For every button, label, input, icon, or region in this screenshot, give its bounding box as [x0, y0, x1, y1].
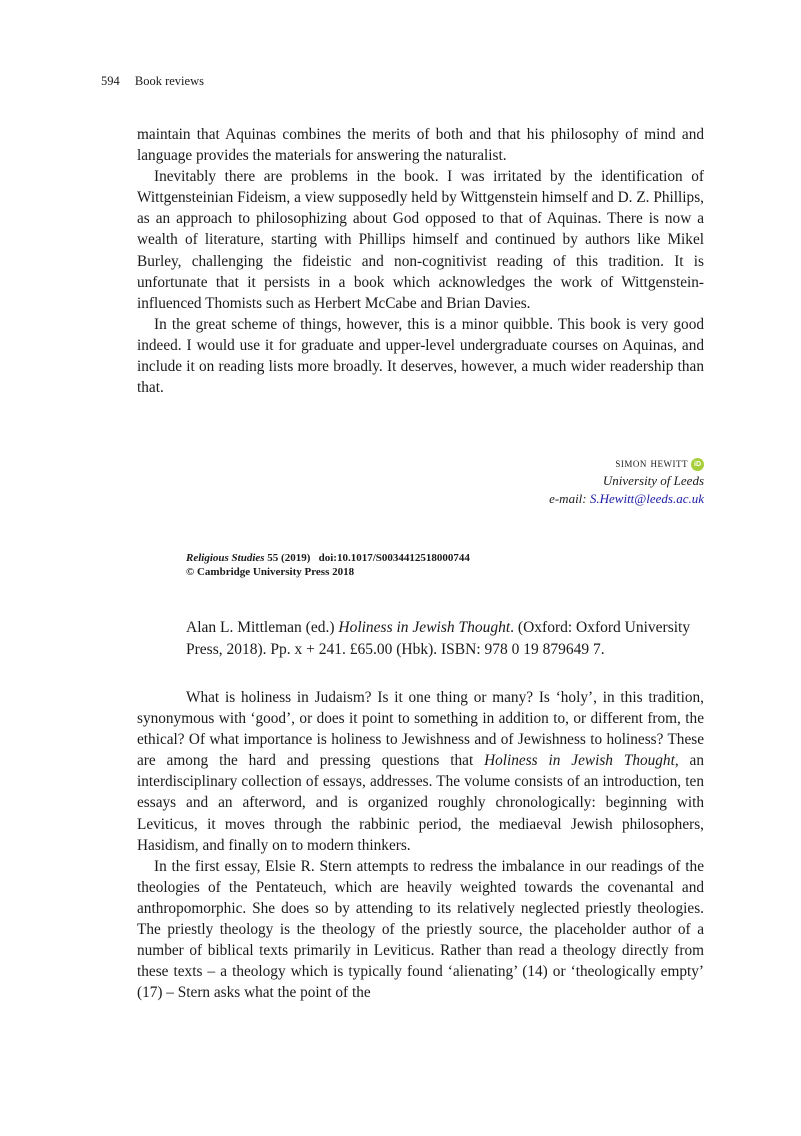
copyright: © Cambridge University Press 2018 — [186, 566, 355, 578]
orcid-icon[interactable]: iD — [691, 458, 704, 471]
section-title: Book reviews — [134, 74, 204, 88]
reviewer-affiliation: University of Leeds — [602, 473, 704, 488]
paragraph: maintain that Aquinas combines the merits of both and that his philosophy of mind and language provides the materials for answering the naturalist. — [137, 126, 704, 165]
book-title: Holiness in Jewish Thought — [338, 619, 511, 636]
doi[interactable]: doi:10.1017/S0034412518000744 — [318, 552, 470, 564]
book-title-inline: Holiness in Jewish Thought — [484, 752, 675, 770]
book-editor: Alan L. Mittleman (ed.) — [186, 619, 335, 636]
book-reference — [186, 617, 706, 660]
paragraph — [137, 687, 704, 856]
paragraph: In the first essay, Elsie R. Stern attempts to redress the imbalance in our readings of the theologies of the Pentateuch, which are heavily weighted towards the covenantal and anthropomorphic. She does so by attending to its relatively neglected priestly theologies. The priestly theology is the theology of the priestly source, the placeholder author of a number of biblical texts primarily in Leviticus. Rather than read a theology directly from these texts – a theology which is typically found ‘alienating’ (14) or ‘theologically empty’ (17) – Stern asks what the point of the — [137, 857, 704, 1002]
paragraph-text: What is holiness in Judaism? Is it one thing or many? Is ‘holy’, in this tradition, synonymous with ‘good’, or does it point to something in addition to, or different from, the ethical? Of what importance is holiness to Jewishness and of Jewishness to holiness? These are among the hard and pressing questions that — [137, 689, 704, 770]
citation-block — [186, 551, 470, 579]
journal-name: Religious Studies — [186, 552, 265, 564]
review-body-2 — [137, 687, 704, 1003]
reviewer-signature — [549, 454, 704, 508]
email-link[interactable]: S.Hewitt@leeds.ac.uk — [589, 491, 704, 506]
journal-year: (2019) — [281, 552, 311, 564]
journal-volume: 55 — [267, 552, 279, 564]
paragraph: In the great scheme of things, however, this is a minor quibble. This book is very good indeed. I would use it for graduate and upper-level undergraduate courses on Aquinas, and include it on reading lists more broadly. It deserves, however, a much wider readership than that. — [137, 315, 704, 397]
paragraph: Inevitably there are problems in the book. I was irritated by the identification of Wittgensteinian Fideism, a view supposedly held by Wittgenstein himself and D. Z. Phillips, as an approach to philosophizing about God opposed to that of Aquinas. There is now a wealth of literature, starting with Phillips himself and continued by authors like Mikel Burley, challenging the fideistic and non-cognitivist reading of this tradition. It is unfortunate that it persists in a book which acknowledges the work of Wittgenstein-influenced Thomists such as Herbert McCabe and Brian Davies. — [137, 168, 704, 312]
page-number: 594 — [101, 74, 120, 88]
review-body-1 — [137, 124, 704, 398]
reviewer-name: simon hewitt — [615, 456, 688, 470]
running-head — [101, 74, 204, 89]
book-details: . (Oxford: Oxford University Press, 2018). Pp. x + 241. £65.00 (Hbk). ISBN: 978 0 19 879649 7. — [186, 619, 691, 658]
paragraph-text: , an interdisciplinary collection of essays, addresses. The volume consists of an introduction, ten essays and an afterword, and is organized roughly chronologically: beginning with Leviticus, it moves through the rabbinic period, the mediaeval Jewish philosophers, Hasidism, and finally on to modern thinkers. — [137, 752, 704, 854]
email-label: e-mail: — [549, 491, 587, 506]
